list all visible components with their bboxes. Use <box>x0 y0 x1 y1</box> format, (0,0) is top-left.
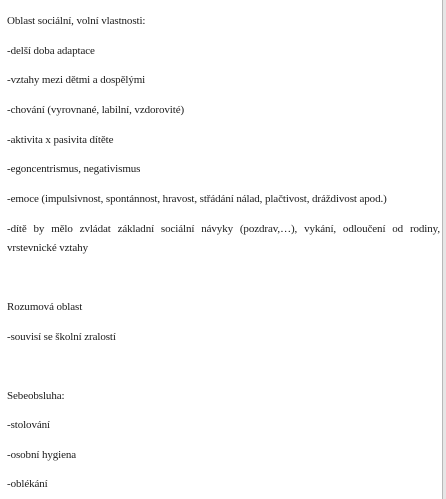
list-item: -chování (vyrovnané, labilní, vzdorovité) <box>7 104 185 116</box>
list-item: -emoce (impulsivnost, spontánnost, hravost, střádání nálad, plačtivost, dráždivost apod.) <box>7 193 387 205</box>
list-item-wrapped-line: -dítě by mělo zvládat základní sociální návyky (pozdrav,…), vykání, odloučení od rodiny, <box>7 223 440 235</box>
list-item: -egoncentrismus, negativismus <box>7 163 141 175</box>
list-item: -stolování <box>7 419 50 431</box>
section-heading-intellect: Rozumová oblast <box>7 301 83 313</box>
list-item: -souvisí se školní zralostí <box>7 331 116 343</box>
list-item-wrapped-continuation: vrstevnické vztahy <box>7 242 88 254</box>
section-heading-social: Oblast sociální, volní vlastnosti: <box>7 15 146 27</box>
list-item: -oblékání <box>7 478 48 490</box>
section-heading-selfcare: Sebeobsluha: <box>7 390 65 402</box>
list-item: -osobní hygiena <box>7 449 77 461</box>
list-item: -aktivita x pasivita dítěte <box>7 134 114 146</box>
list-item: -vztahy mezi dětmi a dospělými <box>7 74 146 86</box>
list-item: -delší doba adaptace <box>7 45 95 57</box>
